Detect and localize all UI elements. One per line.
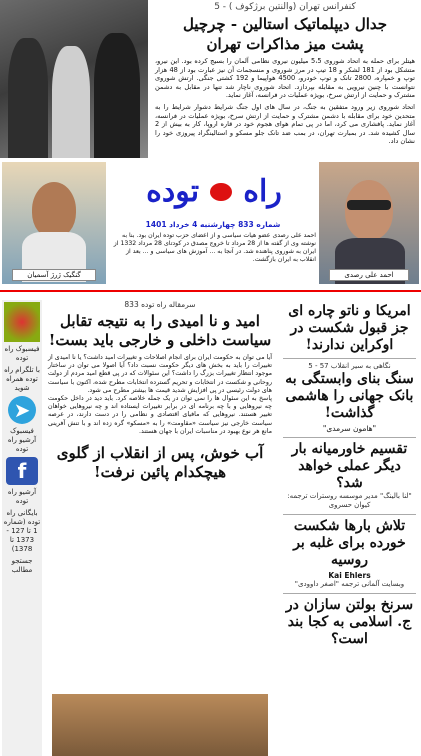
portrait-left-caption: گنگیک ژرژ آسمیان — [12, 269, 96, 281]
editorial-body: آیا می توان به حکومت ایران برای انجام اصلاحات و تغییرات امید داشت؟ یا نا امیدی از تغییرات را باید به بخش های دیگر حکومت نسبت داد؟ آیا اصولا می توان در ساختار موجود انتظار تغییرات بزرگ را داشت؟ این سئوالات که در پی قطع امید مردم از دولت روحانی و شکست در انتخابات و تحریم گسترده انتخابات مطرح شده، اکنون با سیاست های دولت رئیسی در پی افزایش شدید قیمت ها بیشتر مطرح می شود. — [48, 354, 272, 394]
headline-ukraine[interactable]: امریکا و ناتو چاره ای جز قبول شکست در اوکراین ندارند! — [288, 303, 411, 353]
logo-word-tudeh: توده — [146, 174, 200, 209]
tehran-conference-photo — [0, 0, 148, 158]
telegram-icon[interactable]: ➤ — [8, 396, 36, 424]
bottom-photo — [52, 694, 268, 756]
archive-link[interactable]: آرشیو راه توده — [7, 488, 37, 505]
facebook-archive-link[interactable]: فیسبوک آرشیو راه توده — [7, 427, 37, 453]
figure-shape — [94, 33, 140, 158]
masthead-banner — [0, 160, 421, 288]
portrait-right-caption: احمد علی رصدی — [329, 269, 409, 281]
article-lead: هیتلر برای حمله به اتحاد شوروی 5،5 میلیون نیروی نظامی آلمان را بسیج کرده بود. این نیرو، متشکل بود از 181 لشکر و 18 تیپ در مرز شوروی و منسجمات آن نیز عبارت بود از 48 هزار توپ و خمپاره، 2800 تانک و توپ خودرو، 4500 هواپیما و 192 کشتی جنگی. ارتش شوروی نتوانست با چنین نیرویی به مقابله بپردازد. اتحاد شوروی ناچار شد تنها در مقابل به دشمن مشترک و حمایت از ارتش سرخ، بویژه عملیات در فرانسه، آغاز نماید. — [155, 57, 415, 100]
rose-icon — [210, 183, 232, 201]
portrait-left — [2, 162, 106, 284]
search-link[interactable]: جستجو مطالب — [11, 557, 33, 574]
facebook-rah-tudeh-link[interactable]: فیسبوک راه توده — [4, 345, 40, 362]
rose-photo-icon[interactable] — [4, 302, 40, 342]
logo-word-rah: راه — [243, 174, 282, 209]
editorial-body-2: پاسخ به این سئوال ها را نمی توان در یک جمله خلاصه کرد. باید دید در داخل حکومت چه نیروهایی و با چه برنامه ای در برابر تغییرات ایستاده اند و چه نیروهایی خواهان تغییر هستند. نیروهایی که مافیای اقتصادی و نظامی را در دست دارند، در عرصه سیاست خارجی نیز سیاست «مقاومت» را به «مسکو» گره زده اند و با تنش آفرینی مانع هر نوع بهبود در مناسبات ایران با جهان هستند. — [48, 395, 272, 435]
headline-box[interactable] — [283, 300, 416, 359]
telegram-join-link[interactable]: با تلگرام راه توده همراه شوید — [4, 366, 40, 392]
glasses-shape — [347, 200, 391, 210]
headline-credit: وبسایت آلمانی ترجمه "اصغر داوودی" — [294, 580, 405, 588]
figure-shape — [8, 38, 48, 158]
face-shape — [32, 182, 76, 238]
section-title[interactable]: آب خوش، پس از انقلاب از گلوی هیچکدام پائین نرفت! — [56, 444, 264, 482]
headline-credit: "لنا بالینگ" مدیر موسسه روسترات ترجمه: کیوان حسروی — [287, 492, 412, 509]
top-article — [0, 0, 421, 158]
article-lead-2: اتحاد شوروی زیر ورود متفقین به جنگ، در سال های اول جنگ شرایط دشوار شرایط را به متحدین خود برای مقابله با دشمن مشترک و حمایت از ارتش سرخ، بویژه عملیات در فرانسه، آغاز نماید. پافشاری می کرد، اما در پی تمام هوای هجوم خود در قاره اروپا، کار به بیش از 2 سال کشیده شد. در بمبارت تهران، در بمب ضد تانک جلو مسکو و استالینگراد پیروزی خود را نشان داد. — [155, 102, 415, 146]
article-title-line-2[interactable]: پشت میز مذاکرات تهران — [206, 35, 364, 53]
headline-world-bank[interactable]: سنگ بنای وابستگی به بانک جهانی را هاشمی گذاشت! — [285, 371, 414, 421]
headline-author-latin: Kai Ehlers — [328, 571, 371, 580]
series-caption: کنفرانس تهران (والنتین برژکوف ) - 5 — [214, 2, 356, 12]
facebook-icon[interactable]: f — [6, 457, 38, 485]
face-shape — [345, 180, 393, 240]
headline-box[interactable] — [283, 359, 416, 438]
editorial-column — [46, 300, 274, 756]
editorial-number: سرمقاله راه توده 833 — [124, 300, 196, 309]
headline-middle-east[interactable]: تقسیم خاورمیانه بار دیگر عملی خواهد شد؟ — [291, 441, 408, 491]
section-divider — [0, 290, 421, 292]
headline-box[interactable] — [283, 594, 416, 652]
right-column — [280, 300, 419, 756]
figure-shape — [52, 46, 90, 158]
headline-subtitle: نگاهی به سیر انقلاب 57 - 5 — [308, 362, 391, 370]
article-title[interactable] — [155, 14, 415, 54]
old-archive-link[interactable]: بایگانی راه توده (شماره 1 تا 127 - 1373 تا 1378) — [3, 509, 41, 553]
article-title-line-1[interactable]: جدال دیپلماتیک استالین - چرچیل — [182, 15, 388, 33]
top-article-text — [152, 0, 418, 158]
editors-note: احمد علی رصدی عضو هیات سیاسی و از اعضای حزب توده ایران بود. بنا به نوشته وی از گفته ها از 28 مرداد تا خروج مصدق در کودتای 28 مرداد 1332 از ایران به شوروی پناهنده شد. در آنجا به ... آموزش های سیاسی و ... بعد از انقلاب به ایران بازگشت. — [113, 232, 316, 263]
site-logo[interactable] — [116, 174, 312, 216]
issue-info: شماره 833 چهارشنبه 4 خرداد 1401 — [145, 220, 281, 229]
headline-author: "هامون سرمدی" — [322, 424, 377, 433]
headline-bulletin[interactable]: سرنخ بولتن سازان در ج. اسلامی به کجا بند است؟ — [285, 597, 414, 647]
portrait-right — [319, 162, 419, 284]
left-sidebar — [2, 300, 42, 756]
editorial-title[interactable]: امید و نا امیدی را به نتیجه تقابل سیاست داخلی و خارجی باید بست! — [48, 312, 272, 349]
headline-russia[interactable]: تلاش بارها شکست خورده برای غلبه بر روسیه — [293, 518, 406, 568]
headline-box[interactable] — [283, 438, 416, 515]
headline-box[interactable] — [283, 515, 416, 594]
